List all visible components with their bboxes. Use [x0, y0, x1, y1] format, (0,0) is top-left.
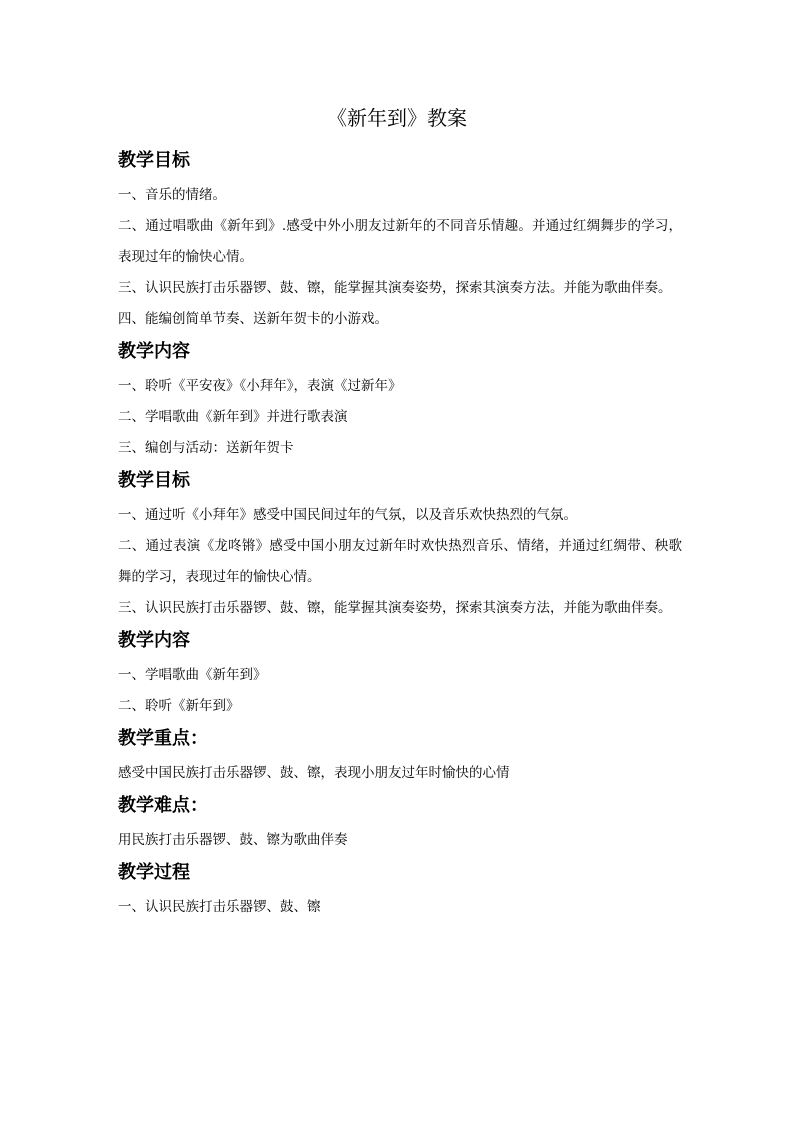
section-heading: 教学目标	[118, 150, 190, 171]
paragraph: 三、编创与活动：送新年贺卡	[118, 440, 294, 456]
paragraph: 一、通过听《小拜年》感受中国民间过年的气氛，以及音乐欢快热烈的气氛。	[118, 507, 577, 523]
paragraph: 三、认识民族打击乐器锣、鼓、镲，能掌握其演奏姿势，探索其演奏方法，并能为歌曲伴奏。	[118, 600, 672, 616]
section-heading: 教学内容	[118, 341, 190, 362]
section-teaching-goals-1	[118, 144, 682, 335]
paragraph: 二、学唱歌曲《新年到》并进行歌表演	[118, 409, 348, 425]
section-heading: 教学过程	[118, 862, 190, 883]
section-heading: 教学目标	[118, 470, 190, 491]
paragraph: 一、认识民族打击乐器锣、鼓、镲	[118, 899, 321, 915]
section-heading: 教学内容	[118, 630, 190, 651]
paragraph: 一、聆听《平安夜》《小拜年》，表演《过新年》	[118, 378, 402, 394]
section-teaching-goals-2	[118, 464, 682, 624]
paragraph: 一、学唱歌曲《新年到》	[118, 667, 267, 683]
paragraph: 一、音乐的情绪。	[118, 187, 226, 203]
paragraph: 四、能编创简单节奏、送新年贺卡的小游戏。	[118, 311, 388, 327]
section-teaching-process	[118, 856, 682, 923]
paragraph: 二、通过唱歌曲《新年到》.感受中外小朋友过新年的不同音乐情趣。并通过红绸舞步的学习，表现过年的愉快心情。	[118, 218, 682, 265]
paragraph: 二、通过表演《龙咚锵》感受中国小朋友过新年时欢快热烈音乐、情绪，并通过红绸带、秧歌舞的学习，表现过年的愉快心情。	[118, 538, 682, 585]
paragraph: 用民族打击乐器锣、鼓、镲为歌曲伴奏	[118, 832, 348, 848]
paragraph: 二、聆听《新年到》	[118, 698, 240, 714]
section-heading: 教学重点：	[118, 728, 208, 749]
paragraph: 三、认识民族打击乐器锣、鼓、镲，能掌握其演奏姿势，探索其演奏方法。并能为歌曲伴奏。	[118, 280, 672, 296]
document-body	[118, 144, 682, 923]
section-teaching-difficulty	[118, 789, 682, 856]
document-title: 《新年到》教案	[327, 106, 467, 130]
section-heading: 教学难点：	[118, 795, 208, 816]
section-teaching-content-1	[118, 335, 682, 464]
section-teaching-content-2	[118, 624, 682, 722]
section-teaching-focus	[118, 722, 682, 789]
paragraph: 感受中国民族打击乐器锣、鼓、镲，表现小朋友过年时愉快的心情	[118, 765, 510, 781]
